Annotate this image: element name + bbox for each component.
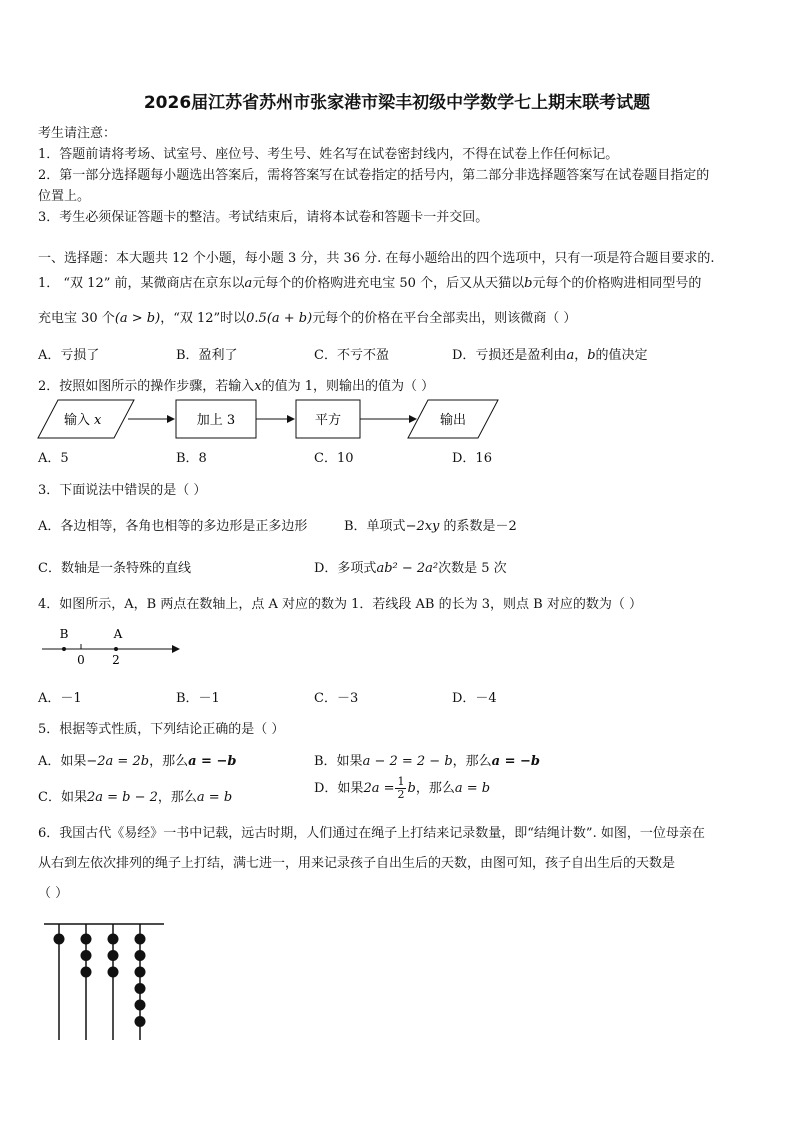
knot: [54, 934, 65, 945]
q4-option-a[interactable]: A．－1: [38, 691, 82, 706]
q1-condition: (a > b): [114, 311, 161, 326]
knot: [108, 967, 119, 978]
flow-input-var: x: [94, 413, 102, 428]
q1-price-expr: 0.5(a + b): [246, 311, 313, 326]
q3-option-b[interactable]: [344, 515, 517, 534]
knot: [108, 950, 119, 961]
q6-stem-line2: 从右到左依次排列的绳子上打结，满七进一，用来记录孩子自出生后的天数，由图可知，孩子自出生后的天数是: [38, 856, 676, 871]
q3-option-c[interactable]: C．数轴是一条特殊的直线: [38, 561, 191, 576]
flow-output-label: 输出: [439, 413, 467, 428]
q5-option-a[interactable]: [38, 750, 236, 769]
q5-b-text-1: B．如果: [314, 754, 363, 769]
q1-stem-line2: [38, 307, 576, 326]
q1-text-4: 充电宝 30 个: [38, 311, 115, 326]
flow-add-label: 加上 3: [196, 413, 236, 428]
q5-d-fraction-den: 2: [397, 788, 405, 801]
q3-option-b-expr: −2xy: [405, 519, 440, 534]
point-b-label: B: [59, 627, 69, 641]
q3-option-d-text-1: D．多项式: [314, 561, 377, 576]
q5-a-text-2: ，那么: [149, 754, 189, 769]
q5-b-text-2: ，那么: [452, 754, 492, 769]
q5-option-d[interactable]: [314, 776, 490, 801]
q5-stem: 5．根据等式性质，下列结论正确的是（ ）: [38, 722, 285, 737]
q5-c-result: a = b: [196, 790, 233, 805]
q3-option-d-expr: ab² − 2a²: [376, 561, 439, 576]
notice-item-2: 2．第一部分选择题每小题选出答案后，需将答案写在试卷指定的括号内，第二部分非选择题答案写在试卷题目指定的: [38, 168, 710, 183]
q1-text-6: 元每个的价格在平台全部卖出，则该微商（ ）: [312, 311, 577, 326]
q5-d-fraction-num: 1: [397, 775, 405, 788]
q2-text-1: 2．按照如图所示的操作步骤，若输入: [38, 379, 255, 394]
q2-flowchart: [36, 396, 506, 442]
q5-c-text-2: ，那么: [157, 790, 197, 805]
q6-stem-line1: 6．我国古代《易经》一书中记载，远古时期，人们通过在绳子上打结来记录数量，即“结绳计数”. 如图，一位母亲在: [38, 826, 705, 841]
page-title: 2026届江苏省苏州市张家港市梁丰初级中学数学七上期末联考试题: [143, 93, 651, 113]
q4-option-b[interactable]: B．－1: [176, 691, 220, 706]
q5-c-expr: 2a = b − 2: [86, 790, 158, 805]
q2-option-c[interactable]: C．10: [314, 451, 354, 466]
notice-heading: 考生请注意：: [38, 126, 117, 141]
q5-b-result: a = −b: [491, 754, 541, 769]
q5-d-result: a = b: [454, 781, 491, 796]
q5-d-fraction: [395, 776, 406, 801]
knot: [135, 967, 146, 978]
q1-option-d-text-1: D．亏损还是盈利由: [452, 348, 567, 363]
notice-item-1: 1．答题前请将考场、试室号、座位号、考生号、姓名写在试卷密封线内，不得在试卷上作任何标记。: [38, 147, 619, 162]
knot: [135, 983, 146, 994]
q3-option-b-text-1: B．单项式: [344, 519, 406, 534]
q5-option-b[interactable]: [314, 750, 540, 769]
knot: [135, 934, 146, 945]
q3-option-a[interactable]: A．各边相等，各角也相等的多边形是正多边形: [38, 519, 308, 534]
knot: [81, 967, 92, 978]
q1-option-c[interactable]: C．不亏不盈: [314, 348, 389, 363]
point-a: [114, 647, 118, 651]
q1-text-2: 元每个的价格购进充电宝 50 个，后又从天猫以: [252, 276, 525, 291]
q1-option-d-var-b: b: [587, 348, 596, 363]
axis-arrowhead: [172, 645, 180, 653]
q5-b-expr: a − 2 = 2 − b: [362, 754, 453, 769]
point-a-label: A: [113, 627, 123, 641]
point-b: [62, 647, 66, 651]
q5-option-c[interactable]: [38, 786, 232, 805]
section-heading: 一、选择题：本大题共 12 个小题，每小题 3 分，共 36 分. 在每小题给出的四个选项中，只有一项是符合题目要求的.: [38, 251, 715, 266]
knot: [108, 934, 119, 945]
q1-text-3: 元每个的价格购进相同型号的: [532, 276, 702, 291]
q1-text-5: ，“双 12”时以: [160, 311, 247, 326]
q4-number-line: [40, 624, 190, 670]
knot: [135, 1016, 146, 1027]
tick-label-two: 2: [112, 653, 120, 667]
q2-stem: [38, 375, 434, 394]
q2-var-x: x: [254, 379, 262, 394]
q5-d-text-1: D．如果: [314, 781, 364, 796]
tick-label-zero: 0: [77, 653, 85, 667]
q2-text-2: 的值为 1，则输出的值为（ ）: [261, 379, 435, 394]
q5-a-result: a = −b: [188, 754, 237, 769]
q2-option-a[interactable]: A．5: [38, 451, 69, 466]
notice-item-2-cont: 位置上。: [38, 189, 91, 204]
q3-option-d-text-2: 次数是 5 次: [438, 561, 507, 576]
knot: [135, 950, 146, 961]
q5-c-text-1: C．如果: [38, 790, 87, 805]
q5-d-lhs: 2a =: [363, 781, 395, 796]
q4-option-c[interactable]: C．－3: [314, 691, 359, 706]
flow-input-label: 输入: [64, 413, 91, 428]
q1-option-d-var-a: a: [566, 348, 575, 363]
q2-option-d[interactable]: D．16: [452, 451, 492, 466]
q4-stem: 4．如图所示，A，B 两点在数轴上，点 A 对应的数为 1．若线段 AB 的长为 3，则点 B 对应的数为（ ）: [38, 597, 642, 612]
q3-option-d[interactable]: [314, 557, 507, 576]
q1-text-1: 1． “双 12” 前，某微商店在京东以: [38, 276, 245, 291]
knot: [135, 1000, 146, 1011]
knot: [81, 934, 92, 945]
q5-a-expr: −2a = 2b: [86, 754, 150, 769]
knot: [81, 950, 92, 961]
q3-option-b-text-2: 的系数是－2: [439, 519, 517, 534]
q6-stem-line3: （ ）: [38, 886, 69, 901]
q1-stem-line1: [38, 272, 701, 291]
flow-square-label: 平方: [314, 413, 342, 428]
q1-option-d-sep: ，: [574, 348, 588, 363]
q3-stem: 3．下面说法中错误的是（ ）: [38, 483, 207, 498]
q6-knot-rope-figure: [40, 916, 170, 1046]
q1-var-b: b: [524, 276, 533, 291]
notice-item-3: 3．考生必须保证答题卡的整洁。考试结束后，请将本试卷和答题卡一并交回。: [38, 210, 489, 225]
q5-d-var-b: b: [407, 781, 416, 796]
q5-a-text-1: A．如果: [38, 754, 87, 769]
q1-var-a: a: [244, 276, 253, 291]
q1-option-a[interactable]: A．亏损了: [38, 348, 100, 363]
q2-option-b[interactable]: B．8: [176, 451, 207, 466]
q1-option-d[interactable]: [452, 344, 648, 363]
q1-option-b[interactable]: B．盈利了: [176, 348, 238, 363]
q5-d-text-2: ，那么: [415, 781, 455, 796]
q4-option-d[interactable]: D．－4: [452, 691, 497, 706]
q1-option-d-text-2: 的值决定: [595, 348, 648, 363]
